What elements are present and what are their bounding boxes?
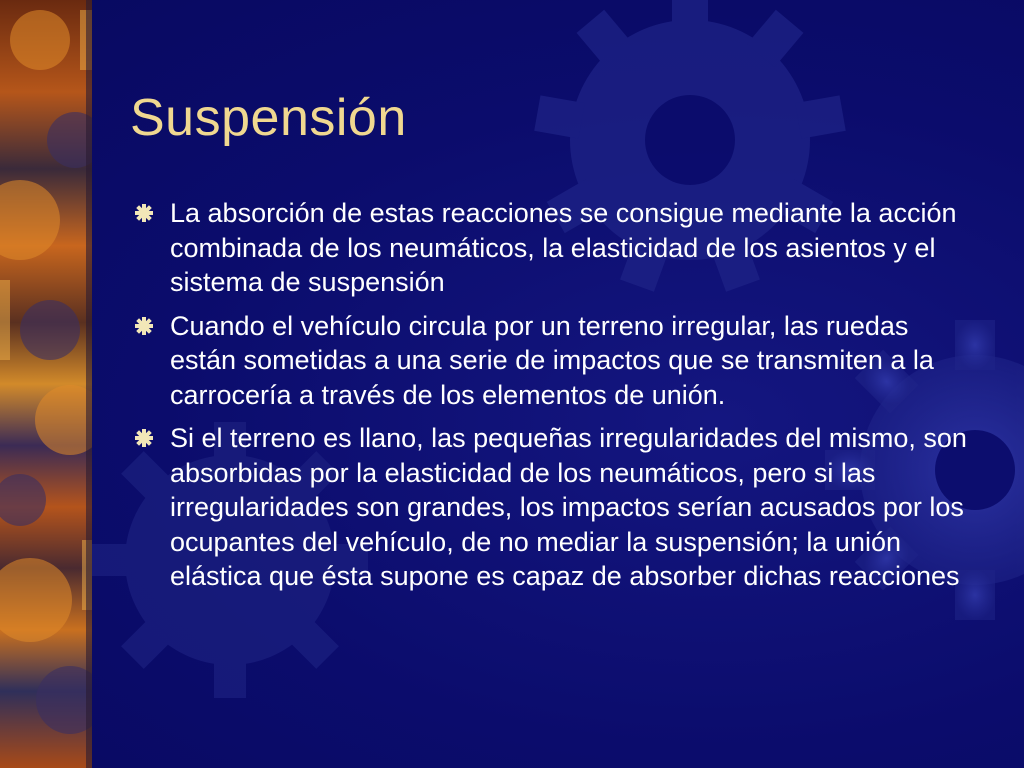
bullet-item bbox=[130, 421, 980, 594]
left-decorative-strip bbox=[0, 0, 92, 768]
bullet-text: Si el terreno es llano, las pequeñas irregularidades del mismo, son absorbidas por la elasticidad de los neumáticos, pero si las irregularidades son grandes, los impactos serían acusados por los ocupantes del vehículo, de no mediar la suspensión; la unión elástica que ésta supone es capaz de absorber dichas reacciones bbox=[170, 423, 967, 591]
bullet-item bbox=[130, 196, 980, 300]
gear-bullet-icon bbox=[134, 428, 154, 448]
gear-collage-icon bbox=[0, 0, 92, 768]
slide-title: Suspensión bbox=[130, 89, 407, 147]
bullet-text: Cuando el vehículo circula por un terreno irregular, las ruedas están sometidas a una serie de impactos que se transmiten a la carrocería a través de los elementos de unión. bbox=[170, 310, 934, 410]
gear-bullet-icon bbox=[134, 203, 154, 223]
bullet-list bbox=[130, 196, 980, 603]
bullet-item bbox=[130, 309, 980, 413]
bullet-text: La absorción de estas reacciones se consigue mediante la acción combinada de los neumáticos, la elasticidad de los asientos y el sistema de suspensión bbox=[170, 198, 957, 297]
gear-bullet-icon bbox=[134, 316, 154, 336]
